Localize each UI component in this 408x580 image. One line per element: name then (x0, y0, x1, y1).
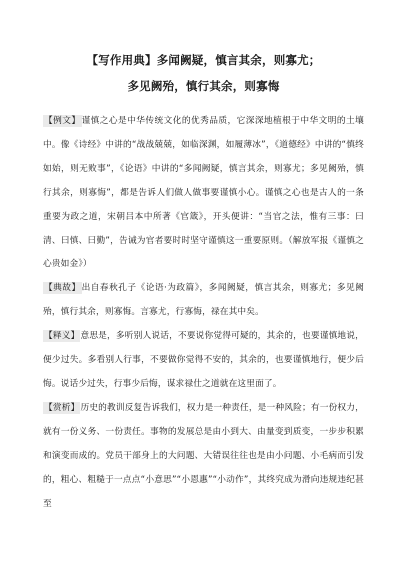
section-explain-paragraph (43, 325, 364, 397)
section-appreciate-tag: 【赏析】 (44, 402, 80, 413)
section-source (43, 277, 364, 325)
section-explain (43, 325, 364, 397)
section-source-tag: 【典故】 (44, 283, 81, 294)
section-source-text: 出自春秋孔子《论语·为政篇》，多闻阙疑，慎言其余，则寡尤；多见阙殆，慎行其余，则寡悔。言寡尤，行寡悔，禄在其中矣。 (43, 283, 364, 318)
section-appreciate-text: 历史的教训反复告诉我们，权力是一种责任，是一种风险；有一份权力，就有一份义务、一份责任。事物的发展总是由小到大、由量变到质变，一步步积累和演变而成的。党员干部身上的大问题、大错误往往也是由小问题、小毛病而引发的，粗心、粗糙于一点点“小意思”“小恩惠”“小动作”，其终究成为滑向违规违纪甚至 (43, 402, 364, 509)
section-explain-text: 意思是，多听别人说话，不要说你觉得可疑的，其余的，也要谨慎地说，便少过失。多看别人行事，不要做你觉得不安的，其余的，也要谨慎地行，便少后悔。说话少过失，行事少后悔，谋求禄仕之道就在这里面了。 (43, 331, 364, 389)
section-example-tag: 【例文】 (44, 116, 81, 126)
section-source-paragraph (43, 277, 364, 325)
section-example-text: 谨慎之心是中华传统文化的优秀品质，它深深地植根于中华文明的土壤中。像《诗经》中讲的“战战兢兢，如临深渊，如履薄冰”，《道德经》中讲的“慎终如始，则无败事”，《论语》中讲的“多闻阙疑，慎言其余，则寡尤；多见阙殆，慎行其余，则寡悔”，都是告诉人们做人做事要谨慎小心。谨慎之心也是古人的一条重要为政之道，宋朝吕本中所著《官箴》，开头便讲：“当官之法，惟有三事：曰清、曰慎、曰勤”，告诫为官者要时时坚守谨慎这一重要原则。（解放军报《谨慎之心贵如金》） (43, 116, 364, 270)
document-title-line2: 多见阙殆，慎行其余，则寡悔 (127, 79, 280, 93)
section-explain-tag: 【释义】 (44, 331, 80, 342)
section-appreciate (43, 397, 364, 517)
document-title-line1: 【写作用典】多闻阙疑，慎言其余，则寡尤； (86, 53, 321, 67)
section-example (43, 110, 364, 277)
section-example-paragraph (43, 110, 364, 277)
section-appreciate-paragraph (43, 397, 364, 517)
